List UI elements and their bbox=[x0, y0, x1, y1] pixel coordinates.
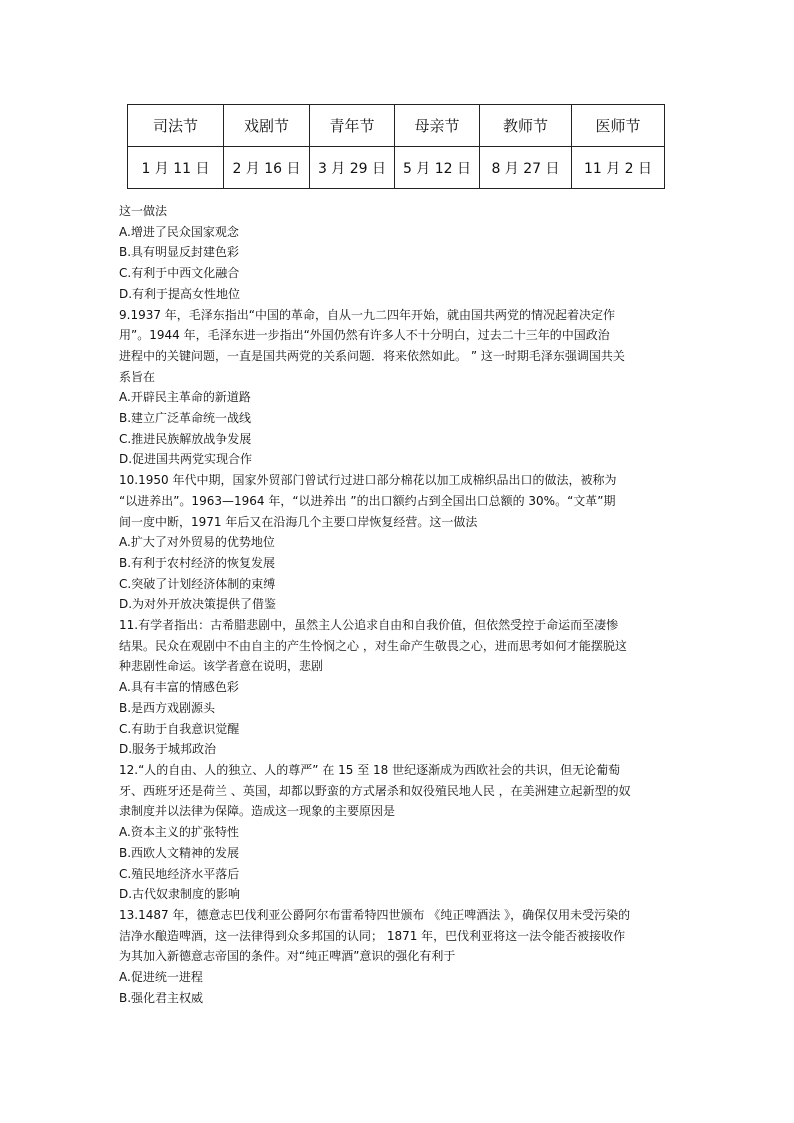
option-b: B.有利于农村经济的恢复发展 bbox=[119, 555, 276, 570]
question-stem-line: 10.1950 年代中期，国家外贸部门曾试行过进口部分棉花以加工成棉织品出口的做法，被称为 bbox=[119, 473, 617, 488]
festival-date-cell: 8 月 27 日 bbox=[480, 147, 572, 189]
option-a: A.具有丰富的情感色彩 bbox=[119, 680, 239, 695]
option-b: B.强化君主权威 bbox=[119, 990, 204, 1005]
festival-name-cell: 青年节 bbox=[310, 105, 395, 147]
question-stem-line: 隶制度并以法律为保障。造成这一现象的主要原因是 bbox=[119, 804, 396, 819]
option-d: D.服务于城邦政治 bbox=[119, 742, 217, 757]
option-c: C.有助于自我意识觉醒 bbox=[119, 721, 240, 736]
question-8 bbox=[119, 201, 679, 305]
festival-date-cell: 2 月 16 日 bbox=[224, 147, 310, 189]
question-stem-line: 系旨在 bbox=[119, 369, 156, 384]
festival-name-cell: 戏剧节 bbox=[224, 105, 310, 147]
question-stem-line: 12.“人的自由、人的独立、人的尊严” 在 15 至 18 世纪逐渐成为西欧社会的共识，但无论葡萄 bbox=[119, 762, 621, 777]
festival-header-row bbox=[128, 105, 665, 147]
option-b: B.西欧人文精神的发展 bbox=[119, 845, 240, 860]
question-10 bbox=[119, 470, 679, 615]
question-stem-line: 间一度中断，1971 年后又在沿海几个主要口岸恢复经营。这一做法 bbox=[119, 514, 478, 529]
option-c: C.有利于中西文化融合 bbox=[119, 266, 240, 281]
festival-table-container bbox=[127, 104, 665, 189]
option-a: A.促进统一进程 bbox=[119, 970, 203, 985]
question-9 bbox=[119, 305, 679, 471]
question-stem-line: “以进养出”。1963—1964 年，“以进养出 ”的出口额约占到全国出口总额的 30%。“文革”期 bbox=[119, 493, 616, 508]
option-b: B.是西方戏剧源头 bbox=[119, 700, 216, 715]
festival-name-cell: 教师节 bbox=[480, 105, 572, 147]
option-d: D.有利于提高女性地位 bbox=[119, 286, 241, 301]
question-12 bbox=[119, 760, 679, 905]
question-stem-line: 为其加入新德意志帝国的条件。对“纯正啤酒”意识的强化有利于 bbox=[119, 949, 456, 964]
question-13 bbox=[119, 905, 679, 1009]
question-stem-line: 洁净水酿造啤酒，这一法律得到众多邦国的认同； 1871 年，巴伐利亚将这一法令能否被接收作 bbox=[119, 928, 626, 943]
question-stem-line: 13.1487 年，德意志巴伐利亚公爵阿尔布雷希特四世颁布 《纯正啤酒法 》，确保仅用未受污染的 bbox=[119, 907, 631, 922]
option-c: C.殖民地经济水平落后 bbox=[119, 866, 240, 881]
question-stem-line: 这一做法 bbox=[119, 204, 168, 218]
option-a: A.增进了民众国家观念 bbox=[119, 224, 239, 239]
option-b: B.具有明显反封建色彩 bbox=[119, 245, 240, 260]
festival-date-cell: 1 月 11 日 bbox=[128, 147, 224, 189]
option-a: A.资本主义的扩张特性 bbox=[119, 825, 239, 840]
question-stem-line: 结果。民众在观剧中不由自主的产生怜悯之心 ，对生命产生敬畏之心，进而思考如何才能摆脱这 bbox=[119, 638, 627, 653]
option-a: A.开辟民主革命的新道路 bbox=[119, 390, 251, 405]
festival-date-cell: 3 月 29 日 bbox=[310, 147, 395, 189]
option-a: A.扩大了对外贸易的优势地位 bbox=[119, 535, 275, 550]
question-stem-line: 种悲剧性命运。该学者意在说明，悲剧 bbox=[119, 659, 324, 674]
question-11 bbox=[119, 615, 679, 760]
option-b: B.建立广泛革命统一战线 bbox=[119, 411, 252, 426]
option-d: D.古代奴隶制度的影响 bbox=[119, 887, 241, 902]
festival-table bbox=[127, 104, 665, 189]
question-content bbox=[119, 201, 679, 1008]
festival-name-cell: 母亲节 bbox=[395, 105, 480, 147]
option-c: C.推进民族解放战争发展 bbox=[119, 431, 252, 446]
question-stem-line: 进程中的关键问题，一直是国共两党的关系问题．将来依然如此。 ” 这一时期毛泽东强调国共关 bbox=[119, 348, 625, 363]
festival-date-cell: 5 月 12 日 bbox=[395, 147, 480, 189]
question-stem-line: 牙、西班牙还是荷兰 、英国，却都以野蛮的方式屠杀和奴役殖民地人民 ，在美洲建立起新型的奴 bbox=[119, 783, 631, 798]
question-stem-line: 9.1937 年，毛泽东指出“中国的革命，自从一九二四年开始，就由国共两党的情况起着决定作 bbox=[119, 307, 616, 322]
festival-date-row bbox=[128, 147, 665, 189]
festival-name-cell: 司法节 bbox=[128, 105, 224, 147]
question-stem-line: 用”。1944 年，毛泽东进一步指出“外国仍然有许多人不十分明白，过去二十三年的中国政治 bbox=[119, 328, 610, 343]
question-stem-line: 11.有学者指出：古希腊悲剧中，虽然主人公追求自由和自我价值，但依然受控于命运而至凄惨 bbox=[119, 618, 619, 633]
option-d: D.促进国共两党实现合作 bbox=[119, 452, 253, 467]
option-d: D.为对外开放决策提供了借鉴 bbox=[119, 597, 277, 612]
festival-name-cell: 医师节 bbox=[572, 105, 665, 147]
option-c: C.突破了计划经济体制的束缚 bbox=[119, 576, 276, 591]
festival-date-cell: 11 月 2 日 bbox=[572, 147, 665, 189]
